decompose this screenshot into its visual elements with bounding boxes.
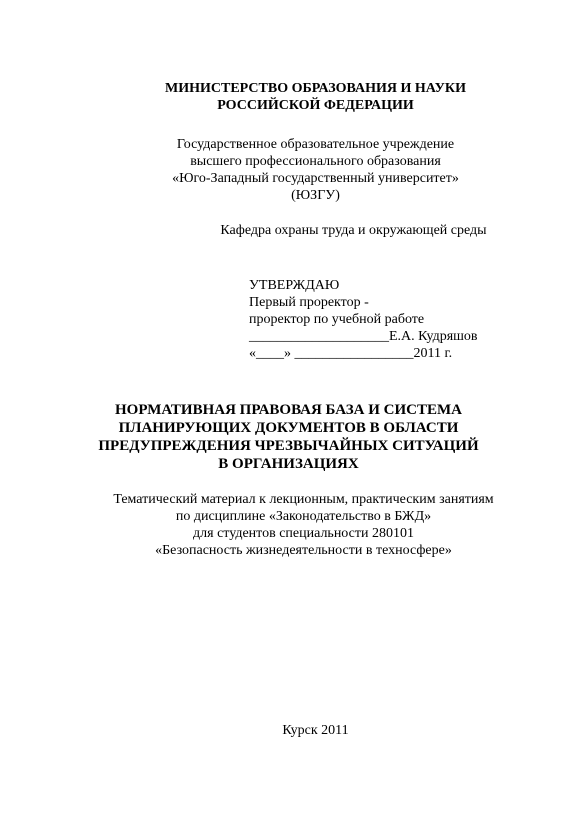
department-name: Кафедра охраны труда и окружающей среды — [220, 223, 487, 238]
institution-line-1: Государственное образовательное учреждение — [176, 137, 455, 152]
description-line-4: «Безопасность жизнедеятельности в техносфере» — [155, 543, 452, 558]
description-line-3: для студентов специальности 280101 — [193, 526, 414, 541]
document-title-line-1: НОРМАТИВНАЯ ПРАВОВАЯ БАЗА И СИСТЕМА — [115, 402, 462, 418]
approval-signature-line: ____________________Е.А. Кудряшов — [249, 329, 478, 344]
approval-heading: УТВЕРЖДАЮ — [249, 278, 340, 293]
institution-line-3: «Юго-Западный государственный университет» — [172, 171, 459, 186]
city-year: Курск 2011 — [282, 723, 349, 738]
document-title-line-3: ПРЕДУПРЕЖДЕНИЯ ЧРЕЗВЫЧАЙНЫХ СИТУАЦИЙ — [98, 438, 479, 454]
document-title-line-4: В ОРГАНИЗАЦИЯХ — [218, 456, 359, 472]
document-title-line-2: ПЛАНИРУЮЩИХ ДОКУМЕНТОВ В ОБЛАСТИ — [118, 420, 459, 436]
description-line-2: по дисциплине «Законодательство в БЖД» — [175, 509, 432, 524]
ministry-line-1: МИНИСТЕРСТВО ОБРАЗОВАНИЯ И НАУКИ — [165, 81, 466, 96]
approval-position-2: проректор по учебной работе — [249, 312, 425, 327]
ministry-line-2: РОССИЙСКОЙ ФЕДЕРАЦИИ — [217, 98, 414, 113]
institution-line-4: (ЮЗГУ) — [291, 188, 340, 203]
description-line-1: Тематический материал к лекционным, практическим занятиям — [113, 492, 494, 507]
approval-date-line: «____» _________________2011 г. — [249, 346, 453, 361]
approval-position-1: Первый проректор - — [249, 295, 369, 310]
institution-line-2: высшего профессионального образования — [190, 154, 441, 169]
